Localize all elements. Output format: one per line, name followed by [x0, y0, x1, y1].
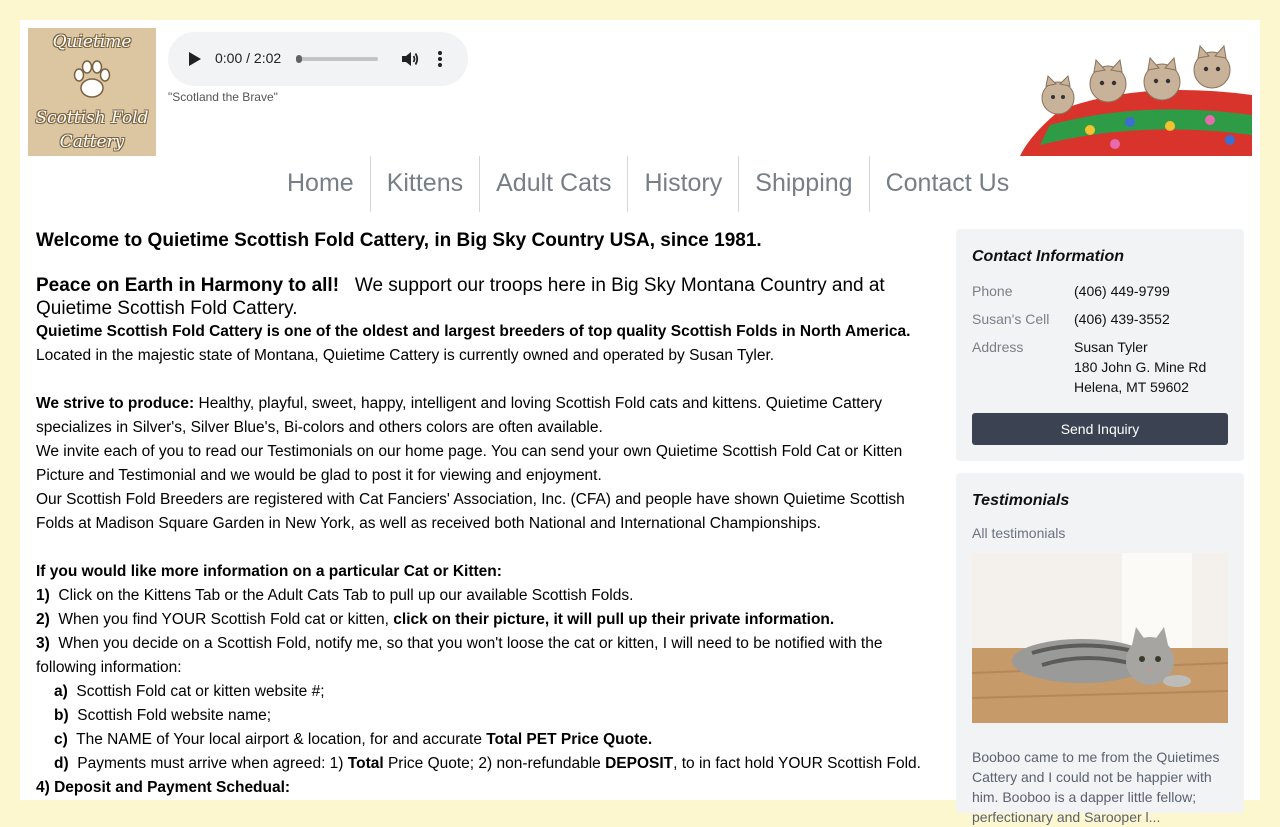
- cell-value[interactable]: (406) 439-3552: [1074, 311, 1170, 327]
- address-value: Susan Tyler 180 John G. Mine Rd Helena, MT 59602: [1074, 339, 1207, 395]
- nav-contact-us[interactable]: Contact Us: [885, 169, 1010, 197]
- kittens-in-basket-image: [1020, 40, 1252, 156]
- send-inquiry-button[interactable]: Send Inquiry: [972, 413, 1228, 445]
- sub-item-c: c) The NAME of Your local airport & location, for and accurate Total PET Price Quote.: [54, 731, 653, 748]
- testimonials-title: Testimonials: [972, 492, 1070, 509]
- paw-print-icon: [70, 58, 114, 102]
- logo-text-line1: Quietime: [52, 32, 132, 52]
- invite-paragraph: We invite each of you to read our Testimonials on our home page. You can send your own Quietime Scottish Fold Cat or Kitten Picture and Testimonial and we would be glad to post it for viewing and enjoyment.: [36, 443, 903, 484]
- all-testimonials-link[interactable]: All testimonials: [972, 525, 1066, 541]
- testimonial-text: Booboo came to me from the Quietimes Cattery and I could not be happier with him. Booboo is a dapper little fellow; perfectionary and Sarooper l...: [972, 749, 1220, 825]
- step-3: 3) When you decide on a Scottish Fold, notify me, so that you won't loose the cat or kitten, I will need to be notified with the following information:: [36, 635, 883, 676]
- main-content: [36, 228, 936, 800]
- registered-paragraph: Our Scottish Fold Breeders are registered with Cat Fanciers' Association, Inc. (CFA) and people have shown Quietime Scottish Folds at Madison Square Garden in New York, as well as received both National and International Championships.: [36, 491, 905, 532]
- contact-card: [956, 229, 1244, 461]
- intro-bold: Quietime Scottish Fold Cattery is one of the oldest and largest breeders of top quality Scottish Folds in North America.: [36, 323, 911, 340]
- sub-item-a: a) Scottish Fold cat or kitten website #;: [54, 683, 325, 700]
- cell-label: Susan's Cell: [972, 311, 1050, 327]
- info-heading: If you would like more information on a particular Cat or Kitten:: [36, 563, 502, 580]
- play-icon[interactable]: [188, 51, 202, 67]
- audio-caption: "Scotland the Brave": [168, 90, 278, 104]
- intro-text: Located in the majestic state of Montana, Quietime Cattery is currently owned and operated by Susan Tyler.: [36, 347, 775, 364]
- strive-text: Healthy, playful, sweet, happy, intelligent and loving Scottish Fold cats and kittens. Quietime Cattery specializes in Silver's, Silver Blue's, Bi-colors and others colors are often available.: [36, 395, 882, 436]
- strive-paragraph: [36, 392, 936, 440]
- phone-value[interactable]: (406) 449-9799: [1074, 283, 1170, 299]
- nav-kittens[interactable]: Kittens: [371, 156, 480, 212]
- sub-item-b: b) Scottish Fold website name;: [54, 707, 272, 724]
- page: [20, 20, 1260, 825]
- contact-title: Contact Information: [972, 248, 1124, 265]
- more-options-icon[interactable]: [436, 49, 444, 69]
- nav-home[interactable]: Home: [271, 156, 371, 212]
- sub-item-d: d) Payments must arrive when agreed: 1) Total Price Quote; 2) non-refundable DEPOSIT, to in fact hold YOUR Scottish Fold.: [54, 755, 921, 772]
- phone-label: Phone: [972, 283, 1013, 299]
- nav-adult-cats[interactable]: Adult Cats: [480, 156, 628, 212]
- nav-history[interactable]: History: [628, 156, 739, 212]
- step-4: 4) Deposit and Payment Schedual:: [36, 779, 291, 796]
- volume-icon[interactable]: [400, 49, 420, 69]
- peace-bold: Peace on Earth in Harmony to all!: [36, 275, 340, 296]
- peace-heading: [36, 274, 936, 320]
- cattery-logo[interactable]: [28, 28, 156, 156]
- intro-paragraph: [36, 320, 936, 368]
- step-2: 2) When you find YOUR Scottish Fold cat or kitten, click on their picture, it will pull up their private information.: [36, 611, 835, 628]
- main-nav: [271, 156, 1025, 212]
- welcome-heading: Welcome to Quietime Scottish Fold Cattery, in Big Sky Country USA, since 1981.: [36, 230, 762, 251]
- peace-text: We support our troops here in Big Sky Montana Country and at Quietime Scottish Fold Cattery.: [36, 275, 885, 319]
- step-1: 1) Click on the Kittens Tab or the Adult Cats Tab to pull up our available Scottish Folds.: [36, 587, 634, 604]
- strive-bold: We strive to produce:: [36, 395, 195, 412]
- audio-player: [168, 32, 468, 86]
- address-label: Address: [972, 339, 1024, 355]
- testimonial-cat-photo[interactable]: [972, 553, 1228, 723]
- audio-time: 0:00 / 2:02: [215, 50, 282, 66]
- testimonials-card: [956, 473, 1244, 825]
- nav-shipping[interactable]: Shipping: [739, 156, 869, 212]
- audio-seek-handle[interactable]: [296, 55, 302, 63]
- logo-text-line2: Scottish Fold: [35, 108, 149, 128]
- logo-text-line3: Cattery: [59, 132, 125, 152]
- audio-seek-bar[interactable]: [298, 57, 378, 61]
